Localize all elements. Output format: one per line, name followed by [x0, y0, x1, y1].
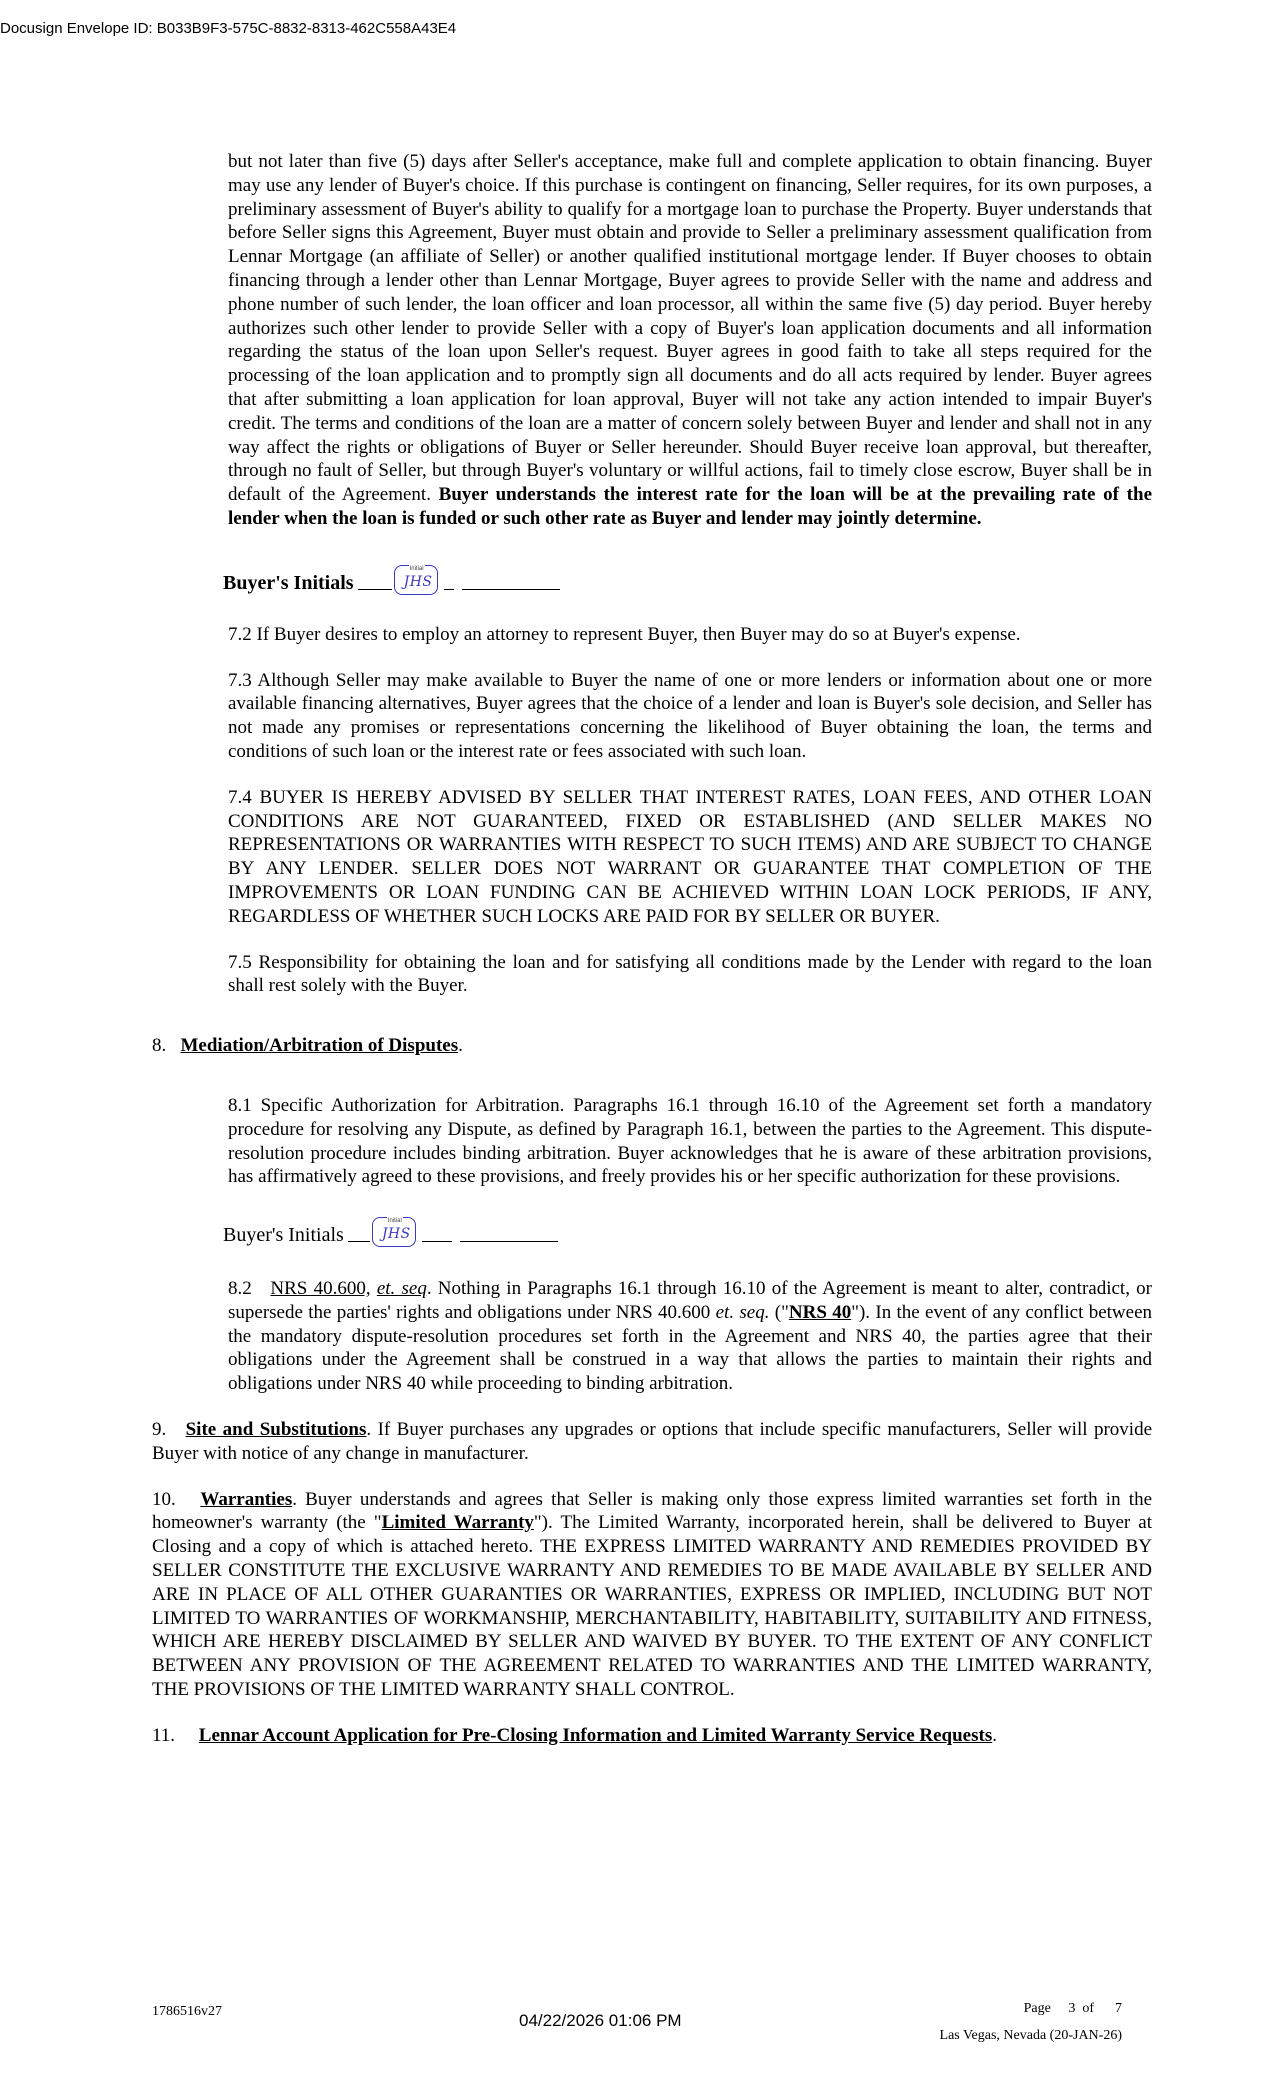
initials-line [348, 1240, 370, 1242]
section-suffix: . [992, 1724, 997, 1746]
buyer-initials-1 [223, 565, 1152, 595]
paragraph-text: but not later than five (5) days after Seller's acceptance, make full and complete application to obtain financing. Buyer may use any lender of Buyer's choice. If this purchase is contingent on financing, Seller requires, for its own purposes, a preliminary assessment of Buyer's ability to qualify for a mortgage loan to purchase the Property. Buyer understands that before Seller signs this Agreement, Buyer must obtain and provide to Seller a preliminary assessment qualification from Lennar Mortgage (an affiliate of Seller) or another qualified institutional mortgage lender. If Buyer chooses to obtain financing through a lender other than Lennar Mortgage, Buyer agrees to provide Seller with the name and address and phone number of such lender, the loan officer and loan processor, all within the same five (5) day period. Buyer hereby authorizes such other lender to provide Seller with a copy of Buyer's loan application documents and all information regarding the status of the loan upon Seller's request. Buyer agrees in good faith to take all steps required for the processing of the loan application and to promptly sign all documents and do all acts required by lender. Buyer agrees that after submitting a loan application for loan approval, Buyer will not take any action intended to impair Buyer's credit. The terms and conditions of the loan are a matter of concern solely between Buyer and lender and shall not in any way affect the rights or obligations of Buyer or Seller hereunder. Should Buyer receive loan approval, but thereafter, through no fault of Seller, but through Buyer's voluntary or willful actions, fail to timely close escrow, Buyer shall be in default of the Agreement. [228, 151, 1152, 506]
section-number: 8. [152, 1035, 167, 1057]
initials-line [422, 1240, 452, 1242]
paragraph-text: "). In the event of any conflict between the mandatory dispute-resolution procedures set forth in the Agreement and NRS 40, the parties agree that their obligations under the Agreement shall be construed in a way that allows the parties to maintain their rights and obligations under NRS 40 while proceeding to binding arbitration. [228, 1301, 1153, 1395]
initials-line [462, 588, 560, 590]
paragraph-text: (" [769, 1301, 789, 1323]
initials-label: Buyer's Initials [223, 1224, 344, 1247]
paragraph-text: . Nothing in Paragraphs 16.1 through 16.10 of the Agreement is meant to alter, contradict, or supersede the parties' rights and obligations under NRS 40.600 [228, 1278, 1152, 1323]
section-title: Mediation/Arbitration of Disputes [180, 1035, 459, 1057]
initials-stamp[interactable] [394, 565, 438, 595]
buyer-initials-2 [223, 1217, 1152, 1247]
page-number [940, 1995, 1122, 2022]
page-total: 7 [1115, 2001, 1122, 2016]
section-title: Warranties [200, 1488, 293, 1510]
paragraph-bold-text: Buyer understands the interest rate for the loan will be at the prevailing rate of the lender when the loan is funded or such other rate as Buyer and lender may jointly determine. [228, 484, 1152, 529]
document-location: Las Vegas, Nevada (20-JAN-26) [939, 2028, 1122, 2043]
section-number: 10. [152, 1488, 176, 1510]
section-title: Site and Substitutions [185, 1419, 367, 1441]
page-current: 3 [1068, 2001, 1076, 2016]
paragraph-7-1-continued [228, 150, 1152, 531]
section-text: . If Buyer purchases any upgrades or options that include specific manufacturers, Seller will provide Buyer with notice of any change in manufacturer. [152, 1419, 1153, 1464]
section-8-heading [152, 1034, 1152, 1058]
section-number: 11. [152, 1724, 176, 1746]
envelope-id: Docusign Envelope ID: B033B9F3-575C-8832-8313-462C558A43E4 [0, 20, 457, 37]
section-9 [152, 1418, 1152, 1466]
section-11-heading [152, 1724, 1152, 1748]
page-footer [940, 1995, 1122, 2049]
defined-term: Limited Warranty [381, 1512, 534, 1534]
initials-line [460, 1240, 558, 1242]
document-id: 1786516v27 [152, 2004, 222, 2019]
paragraph-7-4: 7.4 BUYER IS HEREBY ADVISED BY SELLER THAT INTEREST RATES, LOAN FEES, AND OTHER LOAN CONDITIONS ARE NOT GUARANTEED, FIXED OR ESTABLISHED (AND SELLER MAKES NO REPRESENTATIONS OR WARRANTIES WITH RESPECT TO SUCH ITEMS) AND ARE SUBJECT TO CHANGE BY ANY LENDER. SELLER DOES NOT WARRANT OR GUARANTEE THAT COMPLETION OF THE IMPROVEMENTS OR LOAN FUNDING CAN BE ACHIEVED WITHIN LOAN LOCK PERIODS, IF ANY, REGARDLESS OF WHETHER SUCH LOCKS ARE PAID FOR BY SELLER OR BUYER. [228, 786, 1152, 927]
initials-stamp[interactable] [372, 1217, 416, 1247]
paragraph-7-3: 7.3 Although Seller may make available to Buyer the name of one or more lenders or information about one or more available financing alternatives, Buyer agrees that the choice of a lender and loan is Buyer's sole decision, and Seller has not made any promises or representations concerning the likelihood of Buyer obtaining the loan, the terms and conditions of such loan or the interest rate or fees associated with such loan. [228, 669, 1152, 762]
nrs-reference-italic: et. seq [376, 1278, 427, 1300]
paragraph-7-2: 7.2 If Buyer desires to employ an attorney to represent Buyer, then Buyer may do so at Buyer's expense. [228, 623, 1021, 645]
stamp-tag: Initial [387, 1209, 403, 1233]
section-title: Lennar Account Application for Pre-Closing Information and Limited Warranty Service Requests [198, 1724, 993, 1746]
paragraph-7-5: 7.5 Responsibility for obtaining the loan and for satisfying all conditions made by the Lender with regard to the loan shall rest solely with the Buyer. [228, 951, 1152, 997]
page-label: Page [1023, 2001, 1051, 2016]
paragraph-8-2 [228, 1277, 1152, 1396]
stamp-signature: JHS [403, 573, 433, 590]
section-10 [152, 1488, 1152, 1702]
stamp-signature: JHS [381, 1226, 411, 1243]
nrs-reference: NRS 40.600, [270, 1278, 371, 1300]
initials-line [444, 588, 454, 590]
stamp-tag: Initial [409, 557, 425, 581]
initials-label: Buyer's Initials [223, 571, 354, 594]
signing-timestamp: 04/22/2026 01:06 PM [519, 2011, 682, 2030]
paragraph-8-1: 8.1 Specific Authorization for Arbitration. Paragraphs 16.1 through 16.10 of the Agreement set forth a mandatory procedure for resolving any Dispute, as defined by Paragraph 16.1, between the parties to the Agreement. This dispute-resolution procedure includes binding arbitration. Buyer acknowledges that he is aware of these arbitration provisions, has affirmatively agreed to these provisions, and freely provides his or her specific authorization for these provisions. [228, 1094, 1152, 1188]
section-number: 9. [152, 1419, 167, 1441]
section-text: "). The Limited Warranty, incorporated herein, shall be delivered to Buyer at Closing and a copy of which is attached hereto. THE EXPRESS LIMITED WARRANTY AND REMEDIES PROVIDED BY SELLER CONSTITUTE THE EXCLUSIVE WARRANTY AND REMEDIES TO BE MADE AVAILABLE BY SELLER AND ARE IN PLACE OF ALL OTHER GUARANTIES OR WARRANTIES, EXPRESS OR IMPLIED, INCLUDING BUT NOT LIMITED TO WARRANTIES OF WORKMANSHIP, MERCHANTABILITY, HABITABILITY, SUITABILITY AND FITNESS, WHICH ARE HEREBY DISCLAIMED BY SELLER AND WAIVED BY BUYER. TO THE EXTENT OF ANY CONFLICT BETWEEN ANY PROVISION OF THE AGREEMENT RELATED TO WARRANTIES AND THE LIMITED WARRANTY, THE PROVISIONS OF THE LIMITED WARRANTY SHALL CONTROL. [152, 1512, 1152, 1701]
defined-term: NRS 40 [788, 1301, 852, 1323]
section-suffix: . [458, 1035, 463, 1057]
paragraph-number: 8.2 [228, 1278, 252, 1300]
document-body [152, 150, 1152, 1748]
paragraph-italic: et. seq. [715, 1301, 770, 1323]
section-text: . Buyer understands and agrees that Seller is making only those express limited warranties set forth in the homeowner's warranty (the " [152, 1488, 1153, 1534]
page-of-label: of [1082, 2001, 1094, 2016]
initials-line [358, 588, 392, 590]
